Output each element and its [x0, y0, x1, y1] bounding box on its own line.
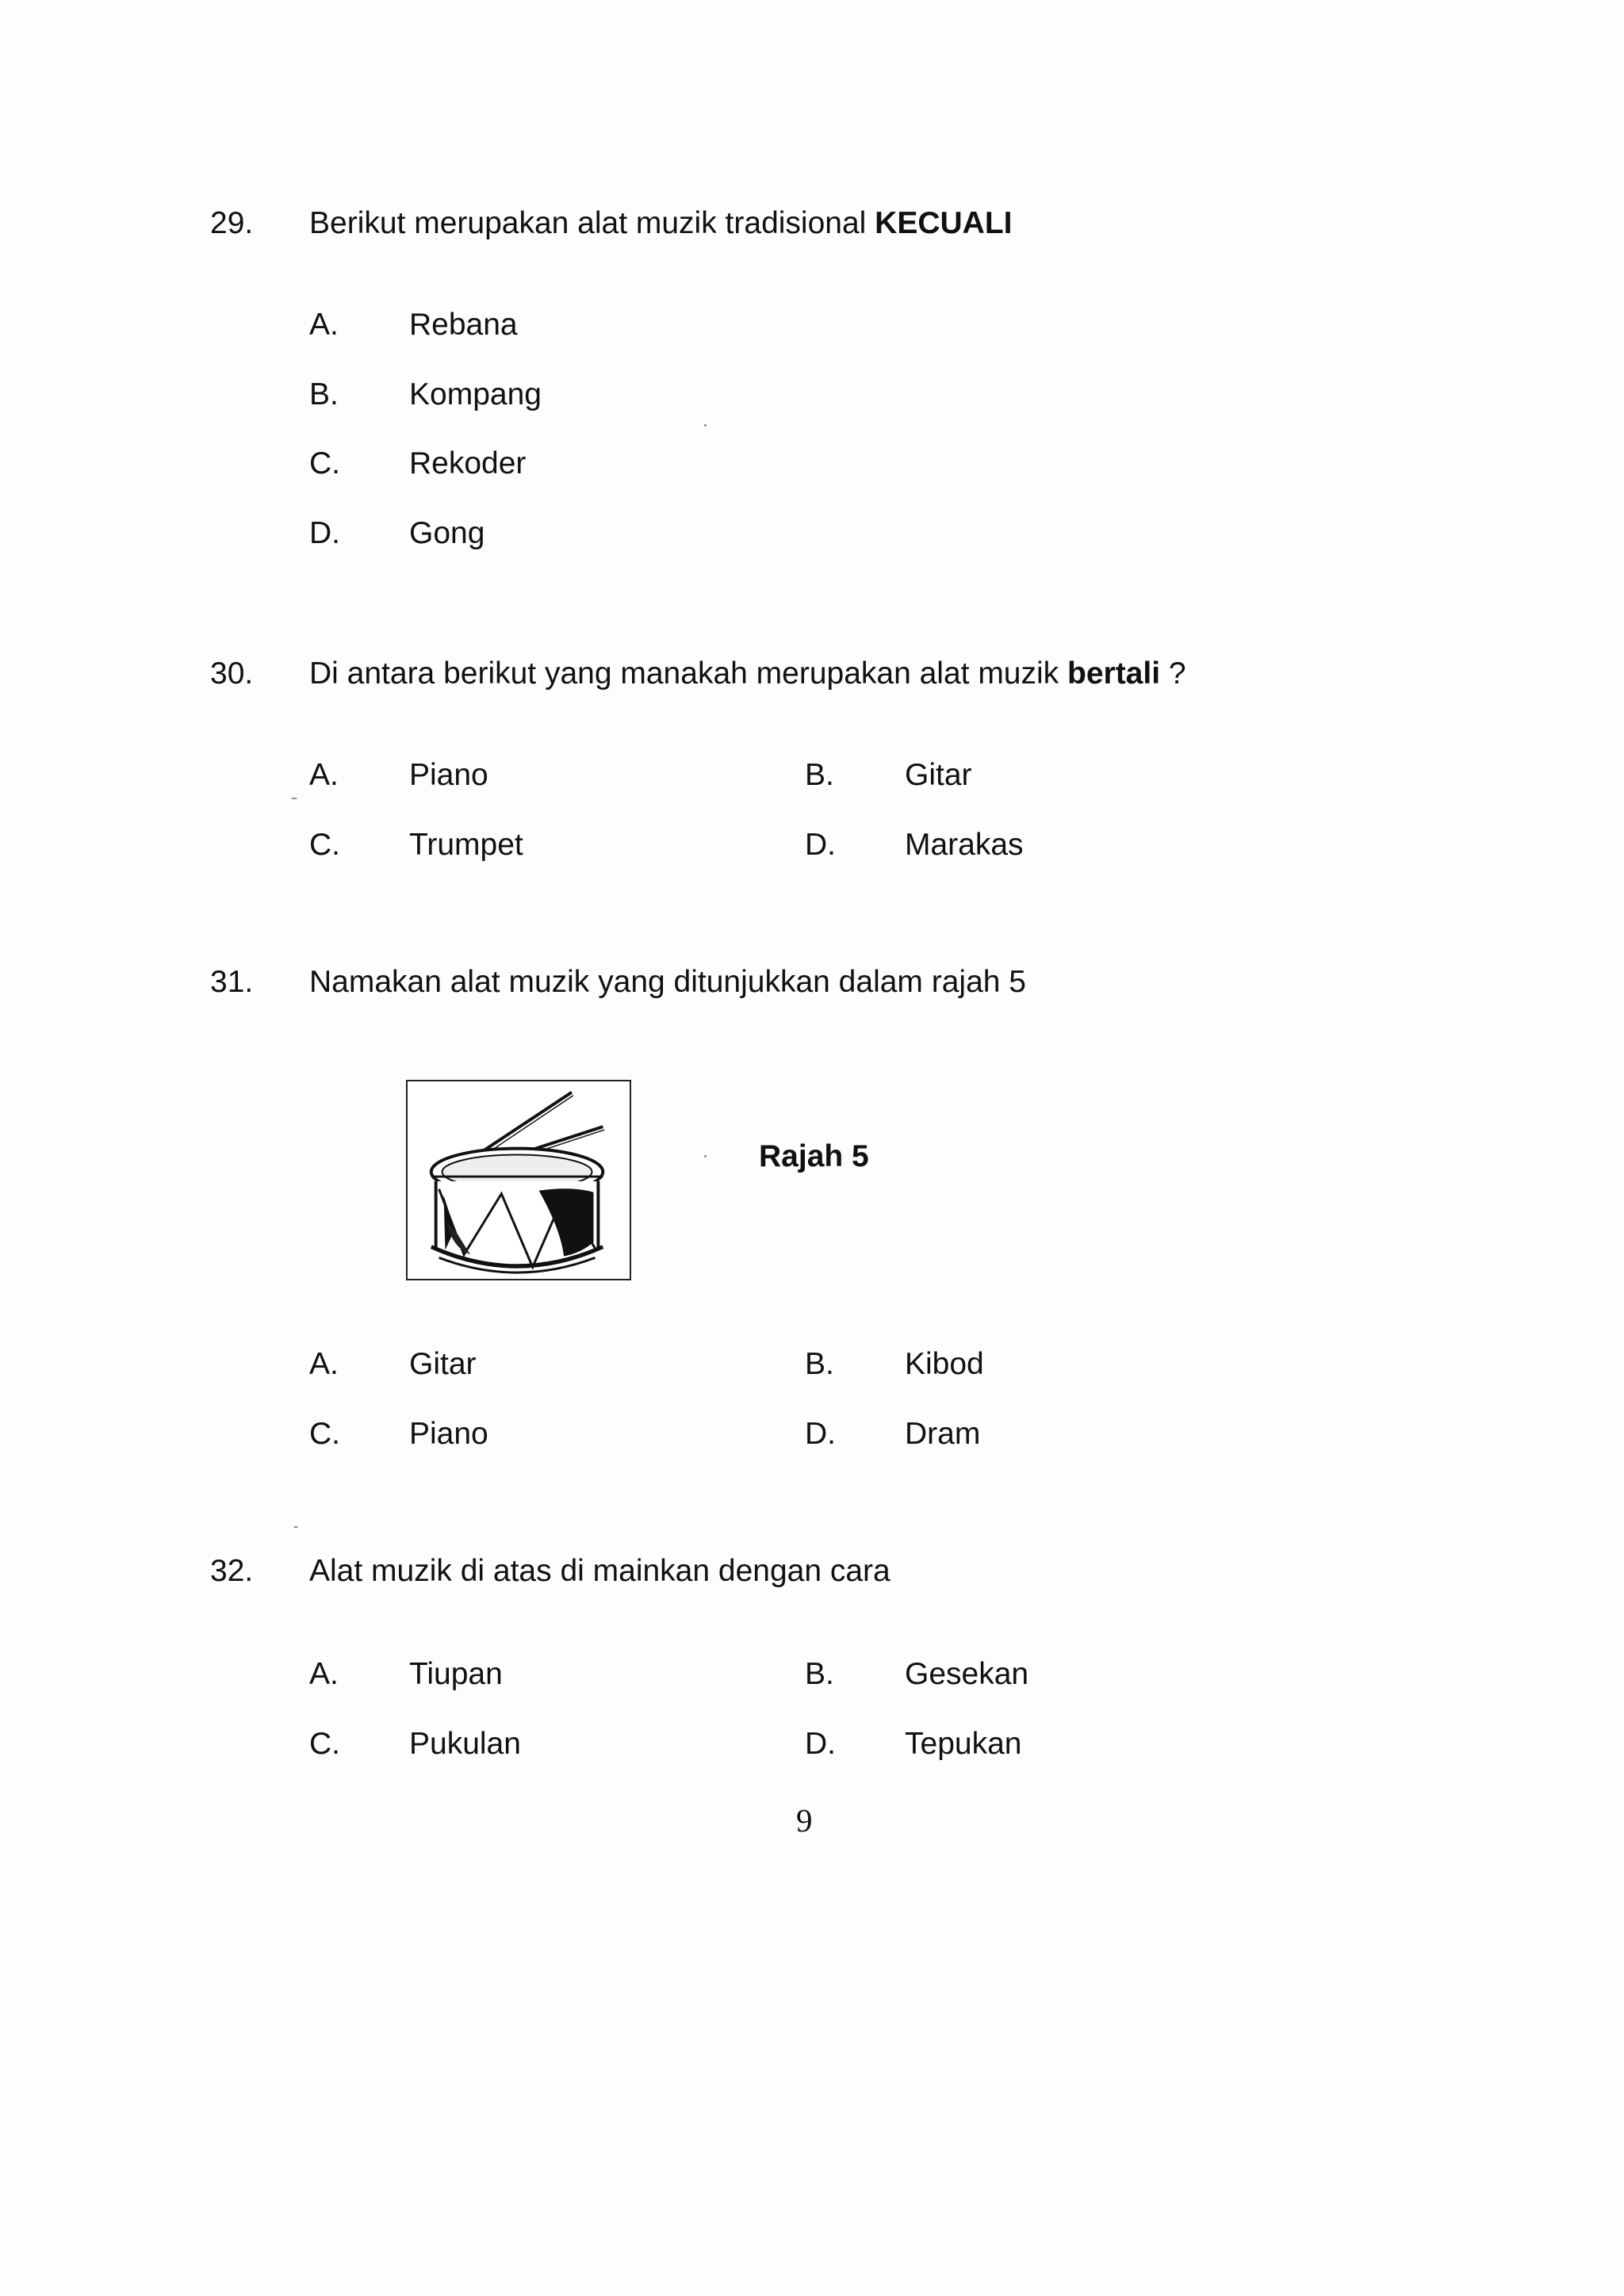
scan-speck — [291, 798, 297, 799]
scan-speck — [704, 1155, 707, 1158]
q31-option-b-letter: B. — [805, 1347, 834, 1381]
scan-speck — [293, 1526, 298, 1528]
q32-option-c-text[interactable]: Pukulan — [409, 1727, 521, 1761]
drum-illustration — [408, 1081, 630, 1279]
q31-option-a-letter: A. — [309, 1347, 339, 1381]
question-32-number: 32. — [210, 1554, 254, 1588]
q31-option-c-text[interactable]: Piano — [409, 1417, 488, 1451]
q32-option-b-letter: B. — [805, 1657, 834, 1691]
question-29-text: Berikut merupakan alat muzik tradisional KECUALI — [309, 206, 1013, 240]
q32-option-b-text[interactable]: Gesekan — [905, 1657, 1029, 1691]
q32-option-d-letter: D. — [805, 1727, 836, 1761]
question-29-number: 29. — [210, 206, 254, 240]
q29-option-d-text[interactable]: Gong — [409, 516, 485, 550]
question-31-number: 31. — [210, 965, 254, 999]
question-30-text: Di antara berikut yang manakah merupakan alat muzik bertali ? — [309, 656, 1186, 691]
q31-option-b-text[interactable]: Kibod — [905, 1347, 984, 1381]
q29-option-d-letter: D. — [309, 516, 340, 550]
q32-option-d-text[interactable]: Tepukan — [905, 1727, 1022, 1761]
q29-option-c-text[interactable]: Rekoder — [409, 446, 527, 480]
q29-option-b-text[interactable]: Kompang — [409, 377, 542, 411]
q29-option-c-letter: C. — [309, 446, 340, 480]
page-number: 9 — [796, 1802, 813, 1839]
q30-option-b-text[interactable]: Gitar — [905, 758, 972, 792]
q29-option-b-letter: B. — [309, 377, 339, 411]
q31-option-d-letter: D. — [805, 1417, 836, 1451]
q30-option-d-text[interactable]: Marakas — [905, 828, 1024, 862]
q30-option-a-letter: A. — [309, 758, 339, 792]
q30-option-c-letter: C. — [309, 828, 340, 862]
q29-option-a-text[interactable]: Rebana — [409, 308, 518, 342]
question-30-number: 30. — [210, 656, 254, 691]
q31-option-d-text[interactable]: Dram — [905, 1417, 981, 1451]
q29-option-a-letter: A. — [309, 308, 339, 342]
question-32-text: Alat muzik di atas di mainkan dengan cara — [309, 1554, 891, 1588]
q31-option-c-letter: C. — [309, 1417, 340, 1451]
figure-caption: Rajah 5 — [759, 1139, 869, 1173]
q30-option-c-text[interactable]: Trumpet — [409, 828, 523, 862]
question-31-text: Namakan alat muzik yang ditunjukkan dalam rajah 5 — [309, 965, 1026, 999]
scan-speck — [704, 424, 707, 427]
q32-option-c-letter: C. — [309, 1727, 340, 1761]
q30-option-b-letter: B. — [805, 758, 834, 792]
q32-option-a-letter: A. — [309, 1657, 339, 1691]
q30-option-a-text[interactable]: Piano — [409, 758, 488, 792]
q30-option-d-letter: D. — [805, 828, 836, 862]
q32-option-a-text[interactable]: Tiupan — [409, 1657, 503, 1691]
q31-option-a-text[interactable]: Gitar — [409, 1347, 477, 1381]
drum-figure — [406, 1080, 631, 1280]
